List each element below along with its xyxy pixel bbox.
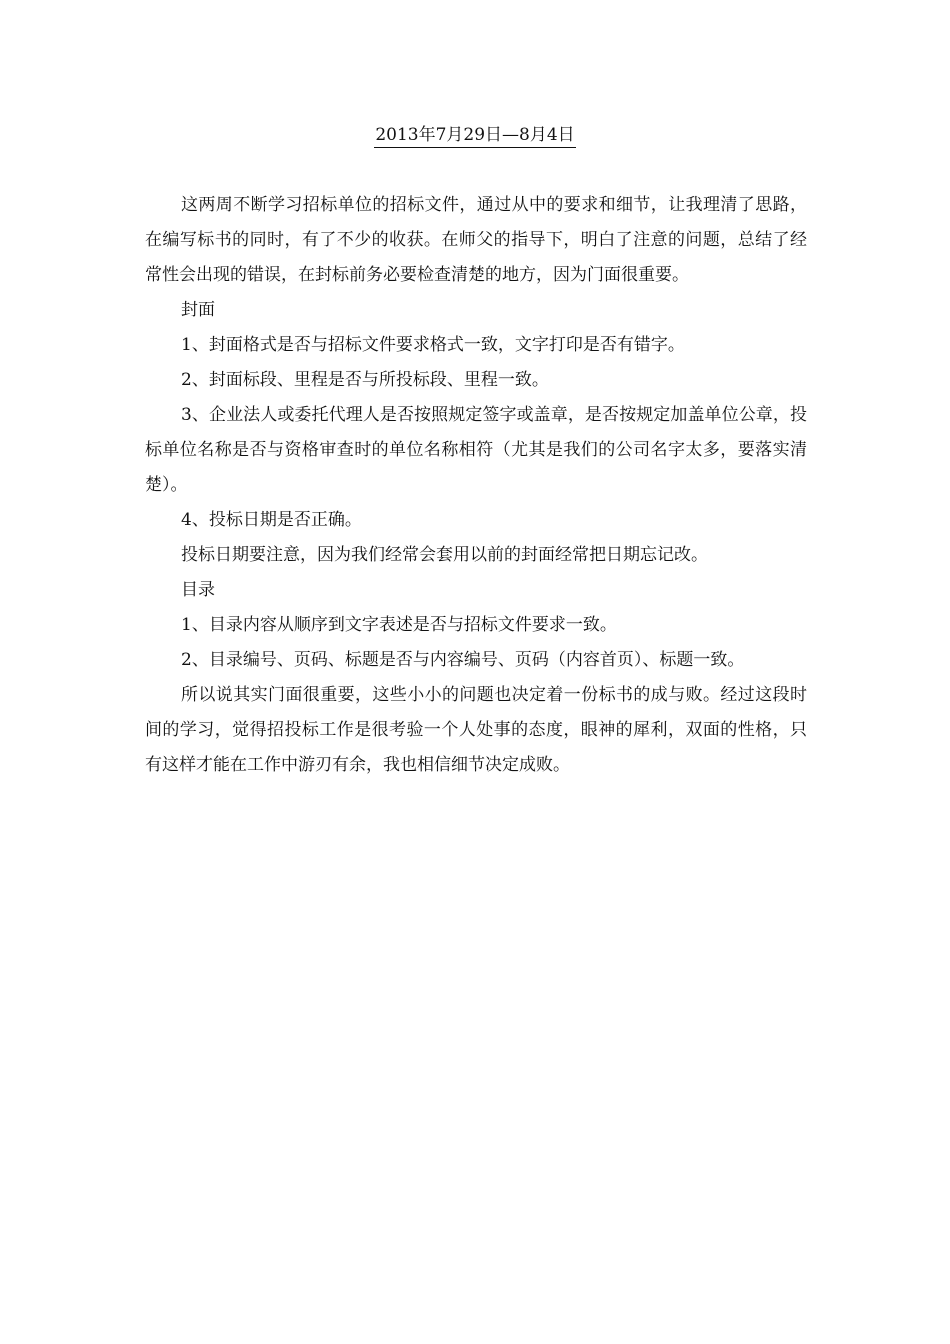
cover-item-3: 3、企业法人或委托代理人是否按照规定签字或盖章，是否按规定加盖单位公章，投标单位名称是否与资格审查时的单位名称相符（尤其是我们的公司名字太多，要落实清楚）。 [145,405,807,495]
cover-note: 投标日期要注意，因为我们经常会套用以前的封面经常把日期忘记改。 [181,545,708,565]
document-body [145,188,807,783]
conclusion-paragraph: 所以说其实门面很重要，这些小小的问题也决定着一份标书的成与败。经过这段时间的学习，觉得招投标工作是很考验一个人处事的态度，眼神的犀利，双面的性格，只有这样才能在工作中游刃有余，我也相信细节决定成败。 [145,685,807,775]
cover-item-4: 4、投标日期是否正确。 [181,510,362,530]
section-heading-cover: 封面 [181,300,215,320]
contents-item-2: 2、目录编号、页码、标题是否与内容编号、页码（内容首页）、标题一致。 [181,650,745,670]
document-title-text: 2013年7月29日—8月4日 [374,123,575,148]
intro-paragraph: 这两周不断学习招标单位的招标文件，通过从中的要求和细节，让我理清了思路，在编写标书的同时，有了不少的收获。在师父的指导下，明白了注意的问题，总结了经常性会出现的错误，在封标前务必要检查清楚的地方，因为门面很重要。 [145,195,807,285]
contents-item-1: 1、目录内容从顺序到文字表述是否与招标文件要求一致。 [181,615,617,635]
section-heading-contents: 目录 [181,580,215,600]
cover-item-1: 1、封面格式是否与招标文件要求格式一致，文字打印是否有错字。 [181,335,685,355]
document-title [0,121,950,149]
cover-item-2: 2、封面标段、里程是否与所投标段、里程一致。 [181,370,549,390]
